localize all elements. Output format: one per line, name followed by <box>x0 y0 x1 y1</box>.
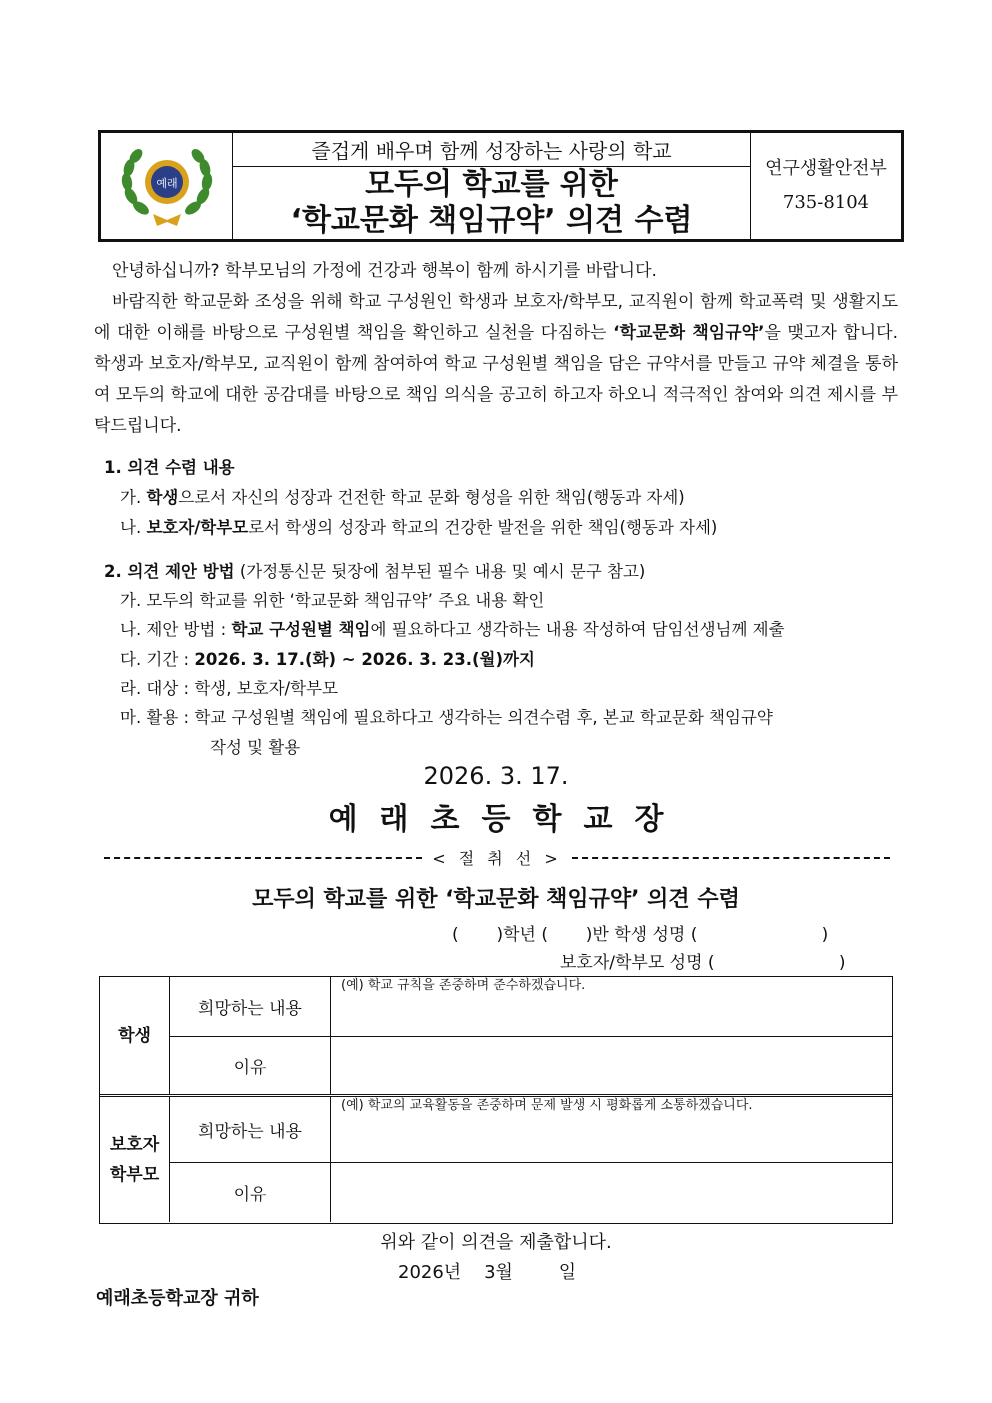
emblem-text: 예래 <box>155 177 178 190</box>
section2-item-na: 나. 제안 방법 : 학교 구성원별 책임에 필요하다고 생각하는 내용 작성하여 담임선생님께 제출 <box>120 620 785 639</box>
parent-reason-field[interactable] <box>331 1163 892 1222</box>
recipient: 예래초등학교장 귀하 <box>96 1288 259 1309</box>
section2-item-ga: 가. 모두의 학교를 위한 ‘학교문화 책임규약’ 주요 내용 확인 <box>120 591 545 610</box>
submit-statement: 위와 같이 의견을 제출합니다. <box>380 1232 612 1253</box>
section2-item-ra: 라. 대상 : 학생, 보호자/학부모 <box>120 679 338 698</box>
section2-item-ma: 마. 활용 : 학교 구성원별 책임에 필요하다고 생각하는 의견수렴 후, 본교 학교문화 책임규약 <box>120 708 773 727</box>
student-hope-row <box>170 977 892 1037</box>
department-cell <box>751 133 901 239</box>
dash-left <box>104 857 422 859</box>
student-hope-label: 희망하는 내용 <box>170 977 331 1036</box>
intro-paragraph <box>94 287 898 442</box>
parent-group-label: 보호자 학부모 <box>100 1097 170 1222</box>
intro-para-b: 을 맺고자 합니다. 학생과 보호자/학부모, 교직원이 함께 참여하여 학교 구성원별 책임을 담은 규약서를 만들고 규약 체결을 통하여 모두의 학교에 대한 공감대를 바탕으로 책임 의식을 공고히 하고자 하오니 적극적인 참여와 의견 제시를 부탁드립니다. <box>94 323 898 436</box>
dash-right <box>572 857 890 859</box>
department-name: 연구생활안전부 <box>765 158 887 179</box>
student-hope-field[interactable]: (예) 학교 규칙을 존중하며 준수하겠습니다. <box>341 978 586 993</box>
student-group-label: 학생 <box>100 977 170 1094</box>
student-reason-label: 이유 <box>170 1037 331 1094</box>
cut-line <box>104 846 890 869</box>
section2-item-da: 다. 기간 : 2026. 3. 17.(화) ~ 2026. 3. 23.(월)까지 <box>120 650 535 669</box>
student-group <box>100 977 892 1097</box>
section2-item-ma-cont: 작성 및 활용 <box>210 738 301 757</box>
school-motto: 즐겁게 배우며 함께 성장하는 사랑의 학교 <box>233 133 750 167</box>
school-emblem-icon <box>117 144 217 228</box>
intro-para-bold: ‘학교문화 책임규약’ <box>613 323 765 343</box>
section2-heading: 2. 의견 제안 방법 (가정통신문 뒷장에 첨부된 필수 내용 및 예시 문구 참고) <box>104 562 646 581</box>
title-line-1: 모두의 학교를 위한 <box>365 167 618 202</box>
section1-item-na: 나. 보호자/학부모로서 학생의 성장과 학교의 건강한 발전을 위한 책임(행동과 자세) <box>120 518 718 537</box>
parent-name-line[interactable]: 보호자/학부모 성명 ( ) <box>560 953 846 973</box>
form-title: 모두의 학교를 위한 ‘학교문화 책임규약’ 의견 수렴 <box>252 887 740 912</box>
greeting: 안녕하십니까? 학부모님의 가정에 건강과 행복이 함께 하시기를 바랍니다. <box>112 261 657 281</box>
parent-reason-row <box>170 1163 892 1222</box>
title-cell <box>233 133 751 239</box>
header-box <box>98 130 904 242</box>
department-phone: 735-8104 <box>782 192 870 213</box>
parent-hope-label: 희망하는 내용 <box>170 1097 331 1162</box>
intro-text <box>94 256 898 442</box>
principal-name: 예래초등학교장 <box>328 802 686 837</box>
parent-hope-field[interactable]: (예) 학교의 교육활동을 존중하며 문제 발생 시 평화롭게 소통하겠습니다. <box>341 1098 753 1113</box>
intro-para-a: 바람직한 학교문화 조성을 위해 학교 구성원인 학생과 보호자/학부모, 교직원이 함께 학교폭력 및 생활지도에 대한 이해를 바탕으로 구성원별 책임을 확인하고 실천을 다짐하는 <box>94 292 898 343</box>
student-reason-field[interactable] <box>331 1037 892 1094</box>
section1-item-ga: 가. 학생으로서 자신의 성장과 건전한 학교 문화 형성을 위한 책임(행동과 자세) <box>120 488 685 507</box>
notice-title <box>233 167 750 239</box>
title-line-2: ‘학교문화 책임규약’ 의견 수렴 <box>290 203 693 238</box>
student-name-line[interactable]: ( )학년 ( )반 학생 성명 ( ) <box>452 925 829 945</box>
school-logo-cell <box>101 133 233 239</box>
parent-group <box>100 1097 892 1222</box>
issue-date: 2026. 3. 17. <box>423 762 569 790</box>
parent-reason-label: 이유 <box>170 1163 331 1222</box>
student-reason-row <box>170 1037 892 1094</box>
cut-label: < 절 취 선 > <box>432 849 562 868</box>
submit-date[interactable]: 2026년 3월 일 <box>398 1262 577 1283</box>
section1-heading: 1. 의견 수렴 내용 <box>104 458 235 477</box>
opinion-table <box>99 976 893 1224</box>
parent-hope-row <box>170 1097 892 1163</box>
